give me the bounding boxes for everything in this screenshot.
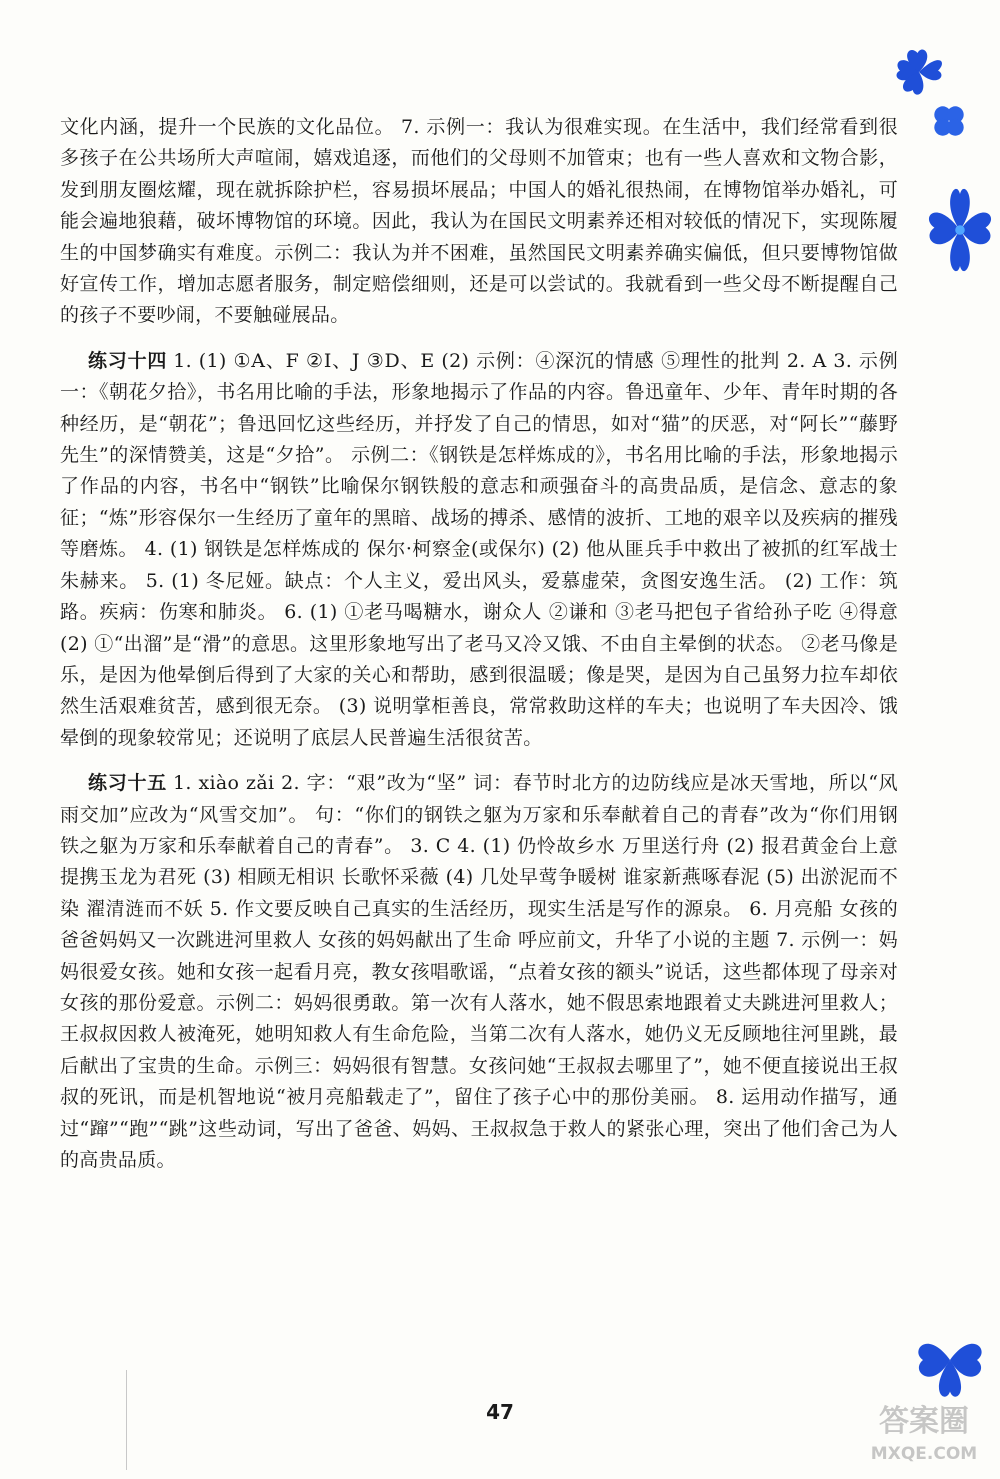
- clover-icon: [928, 100, 970, 142]
- page-number: 47: [486, 1400, 514, 1424]
- clover-icon: [885, 38, 953, 106]
- answer-text: [60, 112, 898, 1176]
- clover-icon: [920, 170, 1000, 290]
- paragraph-text: 1. (1) ①A、F ②I、J ③D、E (2) 示例：④深沉的情感 ⑤理性的批判 2. A 3. 示例一：《朝花夕拾》，书名用比喻的手法，形象地揭示了作品的内容。鲁迅童年、少年、青年时期的各种经历，是“朝花”；鲁迅回忆这些经历，并抒发了自己的情思，如对“猫”的厌恶，对“阿长”“藤野先生”的深情赞美，这是“夕拾”。 示例二：《钢铁是怎样炼成的》，书名用比喻的手法，形象地揭示了作品的内容，书名中“钢铁”比喻保尔钢铁般的意志和顽强奋斗的高贵品质，是信念、意志的象征；“炼”形容保尔一生经历了童年的黑暗、战场的搏杀、感情的波折、工地的艰辛以及疾病的摧残等磨炼。 4. (1) 钢铁是怎样炼成的 保尔·柯察金(或保尔) (2) 他从匪兵手中救出了被抓的红军战士朱赫来。 5. (1) 冬尼娅。缺点：个人主义，爱出风头，爱慕虚荣，贪图安逸生活。 (2) 工作：筑路。疾病：伤寒和肺炎。 6. (1) ①老马喝糖水，谢众人 ②谦和 ③老马把包子省给孙子吃 ④得意 (2) ①“出溜”是“滑”的意思。这里形象地写出了老马又冷又饿、不由自主晕倒的状态。 ②老马像是乐，是因为他晕倒后得到了大家的关心和帮助，感到很温暖；像是哭，是因为自己虽努力拉车却依然生活艰难贫苦，感到很无奈。 (3) 说明掌柜善良，常常救助这样的车夫；也说明了车夫因冷、饿晕倒的现象较常见；还说明了底层人民普遍生活很贫苦。: [60, 349, 898, 749]
- clover-icon: [905, 1315, 995, 1405]
- paragraph-continued: [60, 112, 898, 332]
- watermark-logo-icon: [864, 1393, 984, 1469]
- watermark-text: 答案圈: [879, 1404, 969, 1439]
- paragraph-text: 文化内涵，提升一个民族的文化品位。 7. 示例一：我认为很难实现。在生活中，我们经常看到很多孩子在公共场所大声喧闹，嬉戏追逐，而他们的父母则不加管束；也有一些人喜欢和文物合影，发到朋友圈炫耀，现在就拆除护栏，容易损坏展品；中国人的婚礼很热闹，在博物馆举办婚礼，可能会遍地狼藉，破坏博物馆的环境。因此，我认为在国民文明素养还相对较低的情况下，实现陈履生的中国梦确实有难度。示例二：我认为并不困难，虽然国民文明素养确实偏低，但只要博物馆做好宣传工作，增加志愿者服务，制定赔偿细则，还是可以尝试的。我就看到一些父母不断提醒自己的孩子不要吵闹，不要触碰展品。: [60, 116, 898, 327]
- section-title: 练习十四: [88, 349, 168, 372]
- section-title: 练习十五: [88, 772, 167, 795]
- paragraph-exercise-14: [60, 346, 898, 754]
- watermark-url: MXQE.COM: [870, 1444, 978, 1464]
- paragraph-text: 1. xiào zǎi 2. 字：“艰”改为“坚” 词：春节时北方的边防线应是冰天雪地，所以“风雨交加”应改为“风雪交加”。 句：“你们的钢铁之躯为万家和乐奉献着自己的青春”改为“你们用钢铁之躯为万家和乐奉献着自己的青春”。 3. C 4. (1) 仍怜故乡水 万里送行舟 (2) 报君黄金台上意 提携玉龙为君死 (3) 相顾无相识 长歌怀采薇 (4) 几处早莺争暖树 谁家新燕啄春泥 (5) 出淤泥而不染 濯清涟而不妖 5. 作文要反映自己真实的生活经历，现实生活是写作的源泉。 6. 月亮船 女孩的爸爸妈妈又一次跳进河里救人 女孩的妈妈献出了生命 呼应前文，升华了小说的主题 7. 示例一：妈妈很爱女孩。她和女孩一起看月亮，教女孩唱歌谣，“点着女孩的额头”说话，这些都体现了母亲对女孩的那份爱意。示例二：妈妈很勇敢。第一次有人落水，她不假思索地跟着丈夫跳进河里救人；王叔叔因救人被淹死，她明知救人有生命危险，当第二次有人落水，她仍义无反顾地往河里跳，最后献出了宝贵的生命。示例三：妈妈很有智慧。女孩问她“王叔叔去哪里了”，她不便直接说出王叔叔的死讯，而是机智地说“被月亮船载走了”，留住了孩子心中的那份美丽。 8. 运用动作描写，通过“蹿”“跑”“跳”这些动词，写出了爸爸、妈妈、王叔叔急于救人的紧张心理，突出了他们舍己为人的高贵品质。: [60, 772, 898, 1171]
- paragraph-exercise-15: [60, 768, 898, 1176]
